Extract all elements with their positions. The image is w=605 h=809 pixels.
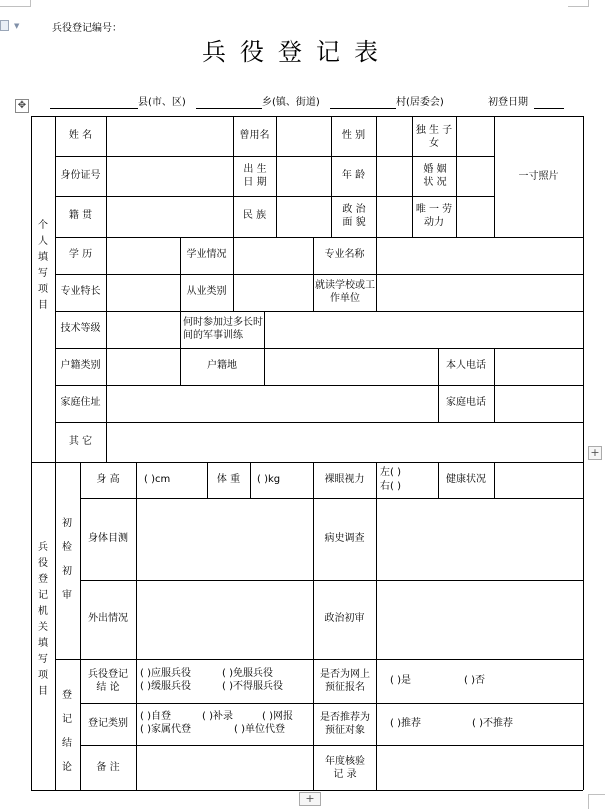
personal-section-label: 个人填写项目 — [38, 220, 48, 311]
option-exempt[interactable]: ( )免服兵役 — [222, 668, 273, 679]
birth-date-label: 出 生 日 期 — [243, 164, 267, 188]
military-training-field[interactable] — [265, 312, 582, 347]
photo-placeholder[interactable]: 一寸照片 — [518, 171, 559, 182]
education-label: 学 历 — [68, 249, 93, 260]
weight-label: 体 重 — [216, 474, 241, 485]
former-name-field[interactable] — [277, 117, 330, 155]
reg-conclusion-label: 兵役登记结 论 — [88, 669, 128, 693]
add-column-button[interactable]: + — [588, 446, 602, 460]
village-blank[interactable] — [330, 108, 396, 109]
major-field[interactable] — [377, 238, 582, 273]
name-label: 姓 名 — [68, 130, 93, 141]
option-unit-register[interactable]: ( )单位代登 — [234, 724, 285, 735]
hukou-place-label: 户籍地 — [207, 360, 237, 371]
option-recommend[interactable]: ( )推荐 — [390, 718, 421, 729]
add-row-button[interactable]: + — [299, 792, 321, 806]
body-exam-field[interactable] — [137, 499, 312, 579]
occupation-label: 从业类别 — [186, 286, 227, 297]
political-review-label: 政治初审 — [324, 613, 365, 624]
initial-check-label: 初检初审 — [62, 518, 72, 601]
option-should-serve[interactable]: ( )应服兵役 — [140, 668, 191, 679]
marital-status-field[interactable] — [457, 157, 493, 195]
option-forbidden[interactable]: ( )不得服兵役 — [222, 681, 283, 692]
id-number-field[interactable] — [107, 157, 232, 195]
ethnicity-field[interactable] — [277, 197, 330, 236]
other-label: 其 它 — [68, 436, 93, 447]
chevron-down-icon[interactable]: ▼ — [14, 22, 20, 30]
major-label: 专业名称 — [324, 249, 365, 260]
page-title: 兵役登记表 — [202, 38, 392, 66]
annual-check-label: 年度核验记 录 — [325, 756, 365, 780]
health-label: 健康状况 — [446, 474, 486, 485]
home-address-field[interactable] — [107, 386, 437, 421]
school-work-field[interactable] — [377, 275, 582, 310]
annual-check-field[interactable] — [377, 747, 582, 789]
occupation-field[interactable] — [234, 275, 312, 310]
document-icon[interactable] — [0, 20, 9, 31]
study-status-field[interactable] — [234, 238, 312, 273]
option-online[interactable]: ( )网报 — [262, 711, 293, 722]
military-training-label: 何时参加过多长时间的军事训练 — [183, 317, 263, 341]
tech-level-label: 技术等级 — [60, 323, 101, 334]
page-corner-mark — [0, 6, 31, 7]
hukou-place-field[interactable] — [265, 349, 437, 384]
remarks-field[interactable] — [137, 747, 312, 789]
medical-history-field[interactable] — [377, 499, 582, 579]
age-field[interactable] — [377, 157, 411, 195]
page-corner-mark — [588, 794, 589, 809]
option-defer[interactable]: ( )缓服兵役 — [140, 681, 191, 692]
vision-right-value[interactable]: 右( ) — [380, 481, 401, 492]
recommended-label: 是否推荐为预征对象 — [320, 712, 370, 736]
remarks-label: 备 注 — [96, 762, 120, 773]
sole-labor-field[interactable] — [457, 197, 493, 236]
gender-field[interactable] — [377, 117, 411, 155]
tech-level-field[interactable] — [107, 312, 179, 347]
political-status-field[interactable] — [377, 197, 411, 236]
specialty-label: 专业特长 — [60, 286, 101, 297]
option-supplement[interactable]: ( )补录 — [202, 711, 233, 722]
home-phone-field[interactable] — [495, 386, 582, 421]
gender-label: 性 别 — [341, 130, 366, 141]
reg-category-label: 登记类别 — [88, 718, 128, 729]
table-move-handle-icon[interactable]: ✥ — [15, 99, 29, 113]
page-corner-mark — [588, 794, 605, 795]
body-exam-label: 身体目测 — [88, 533, 128, 544]
township-blank[interactable] — [196, 108, 262, 109]
outing-field[interactable] — [137, 581, 312, 658]
online-signup-label: 是否为网上预征报名 — [320, 669, 370, 693]
school-work-label: 就读学校或工作单位 — [315, 280, 375, 304]
former-name-label: 曾用名 — [239, 130, 270, 141]
organ-section-label: 兵役登记机关填写项目 — [38, 542, 48, 697]
own-phone-label: 本人电话 — [446, 360, 486, 371]
political-review-field[interactable] — [377, 581, 582, 658]
page-corner-mark — [588, 0, 589, 7]
height-label: 身 高 — [96, 474, 120, 485]
id-number-label: 身份证号 — [60, 170, 101, 181]
vision-label: 裸眼视力 — [324, 474, 365, 485]
page-corner-mark — [568, 6, 588, 7]
outing-label: 外出情况 — [88, 613, 128, 624]
age-label: 年 龄 — [341, 170, 366, 181]
home-address-label: 家庭住址 — [60, 397, 101, 408]
option-family-register[interactable]: ( )家属代登 — [140, 724, 191, 735]
education-field[interactable] — [107, 238, 179, 273]
name-field[interactable] — [107, 117, 232, 155]
option-yes[interactable]: ( )是 — [390, 675, 411, 686]
only-child-label: 独 生 子 女 — [415, 125, 453, 149]
township-label: 乡(镇、街道) — [262, 97, 320, 108]
native-place-field[interactable] — [107, 197, 232, 236]
county-blank[interactable] — [50, 108, 138, 109]
height-value[interactable]: ( )cm — [144, 474, 171, 485]
first-date-blank[interactable] — [534, 108, 564, 109]
political-status-label: 政 治 面 貌 — [342, 204, 366, 228]
home-phone-label: 家庭电话 — [446, 397, 486, 408]
conclusion-label: 登记结论 — [62, 690, 72, 773]
village-label: 村(居委会) — [396, 97, 444, 108]
option-not-recommend[interactable]: ( )不推荐 — [472, 718, 513, 729]
study-status-label: 学业情况 — [186, 249, 227, 260]
marital-status-label: 婚 姻 状 况 — [423, 164, 447, 188]
only-child-field[interactable] — [457, 117, 493, 155]
native-place-label: 籍 贯 — [68, 210, 93, 221]
vision-left-value[interactable]: 左( ) — [380, 467, 401, 478]
medical-history-label: 病史调查 — [324, 533, 365, 544]
own-phone-field[interactable] — [495, 349, 582, 384]
specialty-field[interactable] — [107, 275, 179, 310]
first-date-label: 初登日期 — [488, 97, 528, 108]
option-no[interactable]: ( )否 — [464, 675, 485, 686]
hukou-type-field[interactable] — [107, 349, 179, 384]
registration-number-label: 兵役登记编号： — [52, 23, 122, 34]
health-field[interactable] — [495, 463, 582, 497]
other-field[interactable] — [107, 423, 582, 461]
weight-value[interactable]: ( )kg — [257, 474, 281, 485]
page-corner-mark — [30, 0, 31, 7]
hukou-type-label: 户籍类别 — [60, 360, 101, 371]
birth-date-field[interactable] — [277, 157, 330, 195]
county-label: 县(市、区) — [138, 97, 186, 108]
sole-labor-label: 唯 一 劳动力 — [415, 204, 453, 228]
option-self-register[interactable]: ( )自登 — [140, 711, 171, 722]
ethnicity-label: 民 族 — [242, 210, 267, 221]
